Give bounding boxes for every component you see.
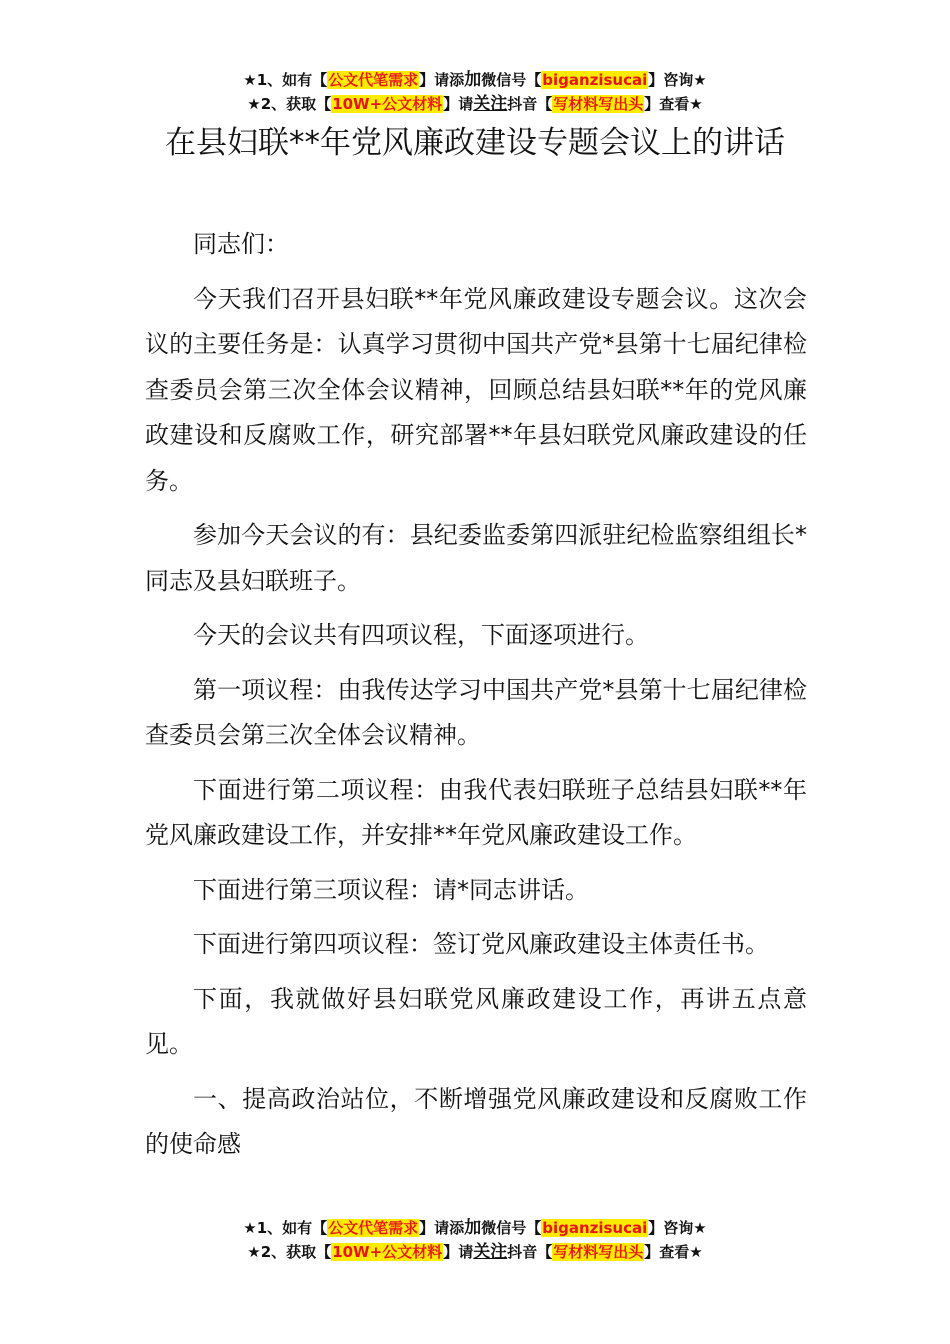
promo-highlight: 10W+公文材料 [332,1243,443,1261]
promo-text: 抖音【 [507,1243,553,1261]
promo-text: 】请添 [419,71,465,89]
promo-highlight: 写材料写出头 [553,1243,644,1261]
paragraph: 今天的会议共有四项议程，下面逐项进行。 [193,621,649,649]
promo-line-2 [0,1240,950,1264]
paragraph: 今天我们召开县妇联**年党风廉政建设专题会议。这次会议的主要任务是：认真学习贯彻中国共产党*县第十七届纪律检查委员会第三次全体会议精神，回顾总结县妇联**年的党风廉政建设和反腐败工作，研究部署**年县妇联党风廉政建设的任务。 [145,284,807,495]
promo-text: 】请 [443,1243,474,1261]
document-title: 在县妇联**年党风廉政建设专题会议上的讲话 [165,125,785,161]
promo-highlight: 公文代笔需求 [328,1219,419,1237]
paragraph: 下面，我就做好县妇联党风廉政建设工作，再讲五点意见。 [145,984,807,1058]
promo-line-1 [0,68,950,92]
promo-text: ★2、获取【 [247,1243,332,1261]
promo-text: 关注 [473,94,508,114]
footer-promo-banner [0,1216,950,1264]
promo-text: 】咨询★ [648,71,707,89]
promo-text: 微信号【 [481,1219,542,1237]
promo-text: ★2、获取【 [247,95,332,113]
promo-text: 加 [464,1218,482,1238]
paragraph: 下面进行第四项议程：签订党风廉政建设主体责任书。 [193,930,769,958]
paragraph: 下面进行第三项议程：请*同志讲话。 [193,875,589,904]
promo-text: 】请添 [419,1219,465,1237]
promo-highlight: 10W+公文材料 [332,95,443,113]
section-heading: 一、提高政治站位，不断增强党风廉政建设和反腐败工作的使命感 [145,1084,807,1158]
promo-text: 关注 [473,1242,508,1262]
promo-text: 微信号【 [481,71,542,89]
promo-text: 】咨询★ [648,1219,707,1237]
paragraph: 同志们： [193,230,289,258]
header-promo-banner [0,68,950,116]
promo-text: 】请 [443,95,474,113]
promo-text: ★1、如有【 [243,1219,328,1237]
document-body [145,222,807,1177]
promo-highlight: biganzisucai [542,71,648,89]
promo-text: ★1、如有【 [243,71,328,89]
promo-highlight: 写材料写出头 [553,95,644,113]
promo-highlight: biganzisucai [542,1219,648,1237]
promo-line-2 [0,92,950,116]
promo-text: 抖音【 [507,95,553,113]
paragraph: 下面进行第二项议程：由我代表妇联班子总结县妇联**年党风廉政建设工作，并安排**年党风廉政建设工作。 [145,775,807,849]
promo-highlight: 公文代笔需求 [328,71,419,89]
promo-text: 】查看★ [644,95,703,113]
paragraph: 参加今天会议的有：县纪委监委第四派驻纪检监察组组长*同志及县妇联班子。 [145,521,807,595]
promo-text: 】查看★ [644,1243,703,1261]
paragraph: 第一项议程：由我传达学习中国共产党*县第十七届纪律检查委员会第三次全体会议精神。 [145,675,807,749]
promo-text: 加 [464,70,482,90]
promo-line-1 [0,1216,950,1240]
